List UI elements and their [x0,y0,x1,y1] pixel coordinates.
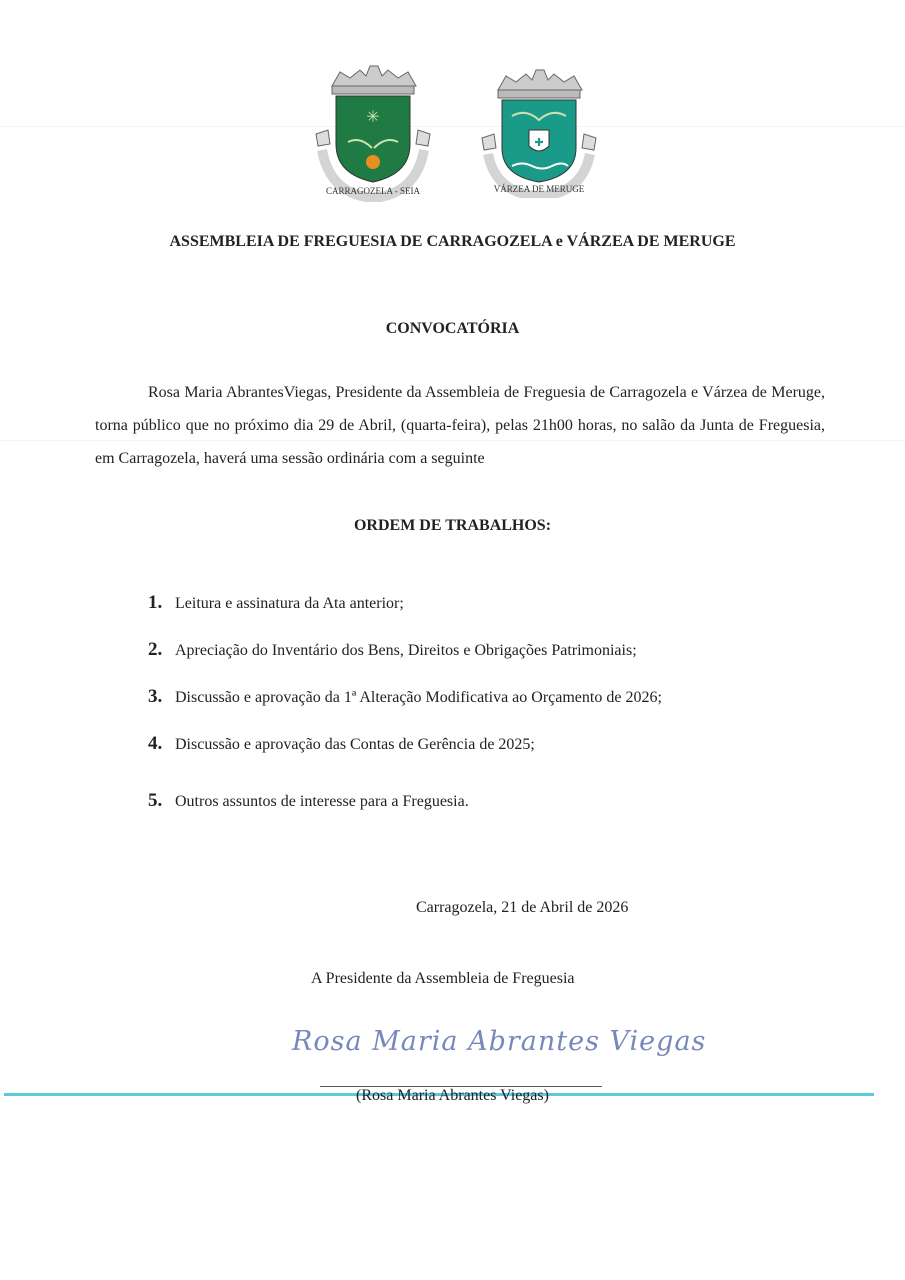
agenda-title: ORDEM DE TRABALHOS: [353,517,552,534]
place-date: Carragozela, 21 de Abril de 2026 [416,899,629,916]
agenda-item: 2. Apreciação do Inventário dos Bens, Direitos e Obrigações Patrimoniais; [148,639,637,660]
document-heading: CONVOCATÓRIA [385,320,520,337]
handwritten-signature: Rosa Maria Abrantes Viegas [292,1026,707,1057]
agenda-item: 4. Discussão e aprovação das Contas de Gerência de 2025; [148,733,535,754]
varzea-de-meruge-crest [476,68,602,198]
agenda-item: 5. Outros assuntos de interesse para a Freguesia. [148,790,469,811]
carragozela-crest [310,64,436,202]
agenda-item: 1. Leitura e assinatura da Ata anterior; [148,592,404,613]
assembly-title: ASSEMBLEIA DE FREGUESIA DE CARRAGOZELA e VÁRZEA DE MERUGE [169,233,736,250]
crest-right-label: VÁRZEA DE MERUGE [493,184,585,194]
signatory-role: A Presidente da Assembleia de Freguesia [311,970,575,987]
svg-text:✳: ✳ [366,109,380,126]
agenda-item: 3. Discussão e aprovação da 1ª Alteração Modificativa ao Orçamento de 2026; [148,686,662,707]
svg-text:✚: ✚ [534,137,544,149]
signatory-name: (Rosa Maria Abrantes Viegas) [356,1087,549,1104]
crest-left-label: CARRAGOZELA - SEIA [326,186,420,196]
body-paragraph: Rosa Maria AbrantesViegas, Presidente da Assembleia de Freguesia de Carragozela e Várzea de Meruge, torna público que no próximo dia 29 de Abril, (quarta-feira), pelas 21h00 horas, no salão da Junta de Freguesia, em Carragozela, haverá uma sessão ordinária com a seguinte [95,384,825,467]
